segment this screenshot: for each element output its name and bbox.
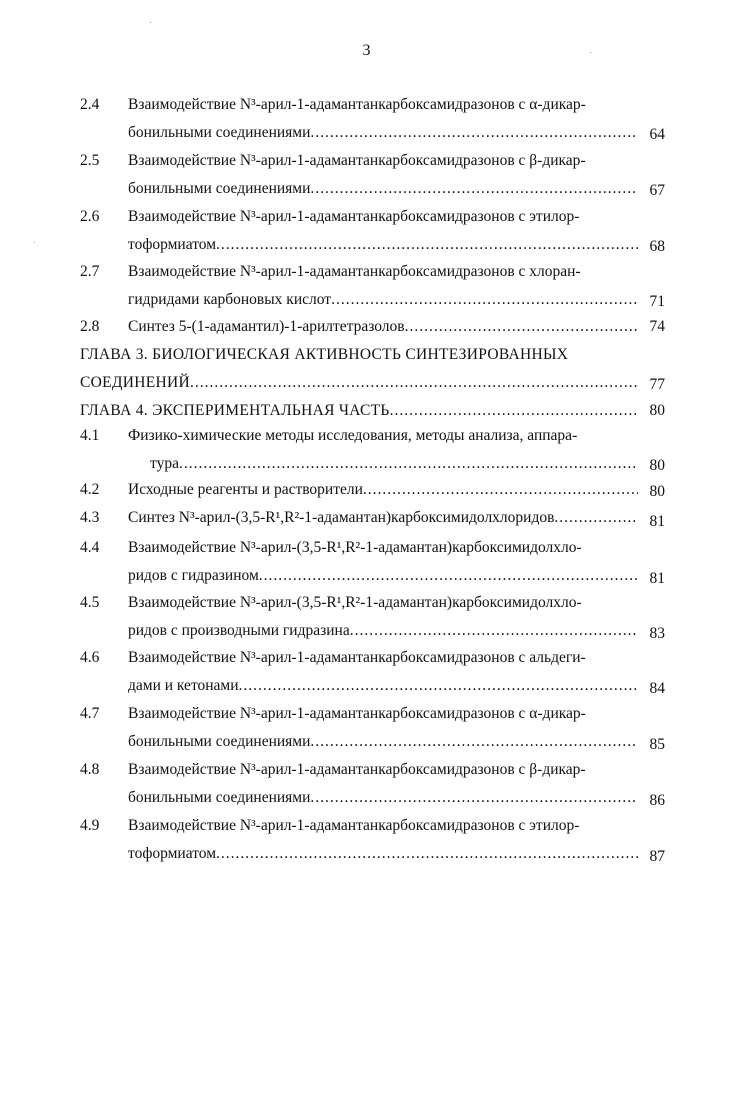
entry-title-line: Синтез N³-арил-(3,5-R¹,R²-1-адамантан)карбоксимидолхлоридов bbox=[128, 509, 555, 526]
section-number: 2.7 bbox=[80, 263, 100, 280]
entry-title-line: Физико-химические методы исследования, методы анализа, аппара- bbox=[128, 427, 578, 444]
dot-leader bbox=[310, 123, 638, 143]
section-number: 4.5 bbox=[80, 594, 100, 611]
entry-leader-line bbox=[128, 179, 638, 199]
section-number: 4.6 bbox=[80, 649, 100, 666]
entry-title-continuation: тоформиатом bbox=[128, 236, 217, 253]
entry-title-line: Взаимодействие N³-арил-1-адамантанкарбоксамидразонов с β-дикар- bbox=[128, 761, 586, 778]
chapter-title-line: ГЛАВА 4. ЭКСПЕРИМЕНТАЛЬНАЯ ЧАСТЬ bbox=[80, 402, 390, 419]
entry-leader-line bbox=[128, 235, 638, 255]
dot-leader bbox=[310, 179, 638, 199]
entry-title-continuation: тура bbox=[150, 455, 179, 472]
section-number: 2.4 bbox=[80, 96, 100, 113]
entry-leader-line bbox=[80, 401, 638, 421]
entry-title-line: Взаимодействие N³-арил-1-адамантанкарбоксамидразонов с этилор- bbox=[128, 817, 580, 834]
page-ref: 74 bbox=[649, 318, 665, 335]
dot-leader bbox=[239, 676, 638, 696]
dot-leader bbox=[390, 401, 638, 421]
entry-title-continuation: ридов с производными гидразина bbox=[128, 622, 350, 639]
page-ref: 71 bbox=[649, 293, 665, 310]
entry-title-line: Исходные реагенты и растворители bbox=[128, 481, 363, 498]
entry-leader-line bbox=[128, 480, 638, 500]
entry-title-line: Взаимодействие N³-арил-(3,5-R¹,R²-1-адамантан)карбоксимидолхло- bbox=[128, 539, 582, 556]
chapter-title-line: ГЛАВА 3. БИОЛОГИЧЕСКАЯ АКТИВНОСТЬ СИНТЕЗИРОВАННЫХ bbox=[80, 346, 569, 363]
section-number: 2.6 bbox=[80, 208, 100, 225]
section-number: 4.2 bbox=[80, 481, 100, 498]
entry-title-continuation: бонильными соединениями bbox=[128, 124, 311, 141]
dot-leader bbox=[179, 454, 638, 474]
dot-leader bbox=[405, 317, 638, 337]
entry-leader-line bbox=[128, 621, 638, 641]
entry-title-continuation: гидридами карбоновых кислот bbox=[128, 291, 332, 308]
section-number: 4.3 bbox=[80, 509, 100, 526]
entry-title-continuation: бонильными соединениями bbox=[128, 180, 311, 197]
dot-leader bbox=[259, 566, 638, 586]
entry-leader-line bbox=[128, 508, 638, 528]
entry-title-line: Взаимодействие N³-арил-(3,5-R¹,R²-1-адамантан)карбоксимидолхло- bbox=[128, 594, 582, 611]
entry-leader-line bbox=[128, 290, 638, 310]
page-ref: 81 bbox=[649, 570, 665, 587]
dot-leader bbox=[216, 844, 638, 864]
entry-title-continuation: тоформиатом bbox=[128, 845, 217, 862]
scan-speck bbox=[34, 242, 35, 243]
page-ref: 67 bbox=[649, 182, 665, 199]
entry-leader-line bbox=[128, 123, 638, 143]
entry-leader-line bbox=[128, 844, 638, 864]
entry-leader-line bbox=[128, 788, 638, 808]
page-ref: 80 bbox=[649, 402, 665, 419]
page-ref: 81 bbox=[649, 513, 665, 530]
page-ref: 80 bbox=[649, 483, 665, 500]
page-ref: 84 bbox=[649, 680, 665, 697]
section-number: 4.1 bbox=[80, 427, 100, 444]
section-number: 4.4 bbox=[80, 539, 100, 556]
dot-leader bbox=[363, 480, 638, 500]
entry-title-line: Взаимодействие N³-арил-1-адамантанкарбоксамидразонов с α-дикар- bbox=[128, 96, 586, 113]
page-ref: 80 bbox=[649, 457, 665, 474]
dot-leader bbox=[331, 290, 638, 310]
entry-title-line: Взаимодействие N³-арил-1-адамантанкарбоксамидразонов с α-дикар- bbox=[128, 705, 586, 722]
dot-leader bbox=[310, 732, 638, 752]
page-ref: 77 bbox=[649, 376, 665, 393]
page-ref: 85 bbox=[649, 736, 665, 753]
entry-leader-line bbox=[128, 676, 638, 696]
entry-leader-line bbox=[128, 566, 638, 586]
entry-title-line: Взаимодействие N³-арил-1-адамантанкарбоксамидразонов с альдеги- bbox=[128, 649, 586, 666]
page-ref: 83 bbox=[649, 625, 665, 642]
page-number: 3 bbox=[362, 42, 371, 59]
dot-leader bbox=[216, 235, 638, 255]
section-number: 4.8 bbox=[80, 761, 100, 778]
entry-title-line: Взаимодействие N³-арил-1-адамантанкарбоксамидразонов с этилор- bbox=[128, 208, 580, 225]
entry-title-continuation: бонильными соединениями bbox=[128, 789, 311, 806]
entry-leader-line bbox=[80, 373, 638, 393]
dot-leader bbox=[350, 621, 638, 641]
scan-speck bbox=[590, 52, 591, 53]
chapter-title-continuation: СОЕДИНЕНИЙ bbox=[80, 374, 191, 391]
entry-title-continuation: дами и кетонами bbox=[128, 677, 239, 694]
dot-leader bbox=[554, 508, 638, 528]
scan-speck bbox=[150, 22, 151, 23]
page-ref: 68 bbox=[649, 238, 665, 255]
entry-title-line: Синтез 5-(1-адамантил)-1-арилтетразолов bbox=[128, 318, 405, 335]
section-number: 2.8 bbox=[80, 318, 100, 335]
entry-title-continuation: бонильными соединениями bbox=[128, 733, 311, 750]
entry-leader-line bbox=[150, 454, 638, 474]
page-ref: 86 bbox=[649, 792, 665, 809]
entry-leader-line bbox=[128, 317, 638, 337]
dot-leader bbox=[190, 373, 638, 393]
entry-title-line: Взаимодействие N³-арил-1-адамантанкарбоксамидразонов с хлоран- bbox=[128, 263, 581, 280]
section-number: 2.5 bbox=[80, 152, 100, 169]
entry-leader-line bbox=[128, 732, 638, 752]
entry-title-line: Взаимодействие N³-арил-1-адамантанкарбоксамидразонов с β-дикар- bbox=[128, 152, 586, 169]
section-number: 4.9 bbox=[80, 817, 100, 834]
page-ref: 64 bbox=[649, 126, 665, 143]
page-ref: 87 bbox=[649, 848, 665, 865]
dot-leader bbox=[310, 788, 638, 808]
section-number: 4.7 bbox=[80, 705, 100, 722]
entry-title-continuation: ридов с гидразином bbox=[128, 567, 259, 584]
